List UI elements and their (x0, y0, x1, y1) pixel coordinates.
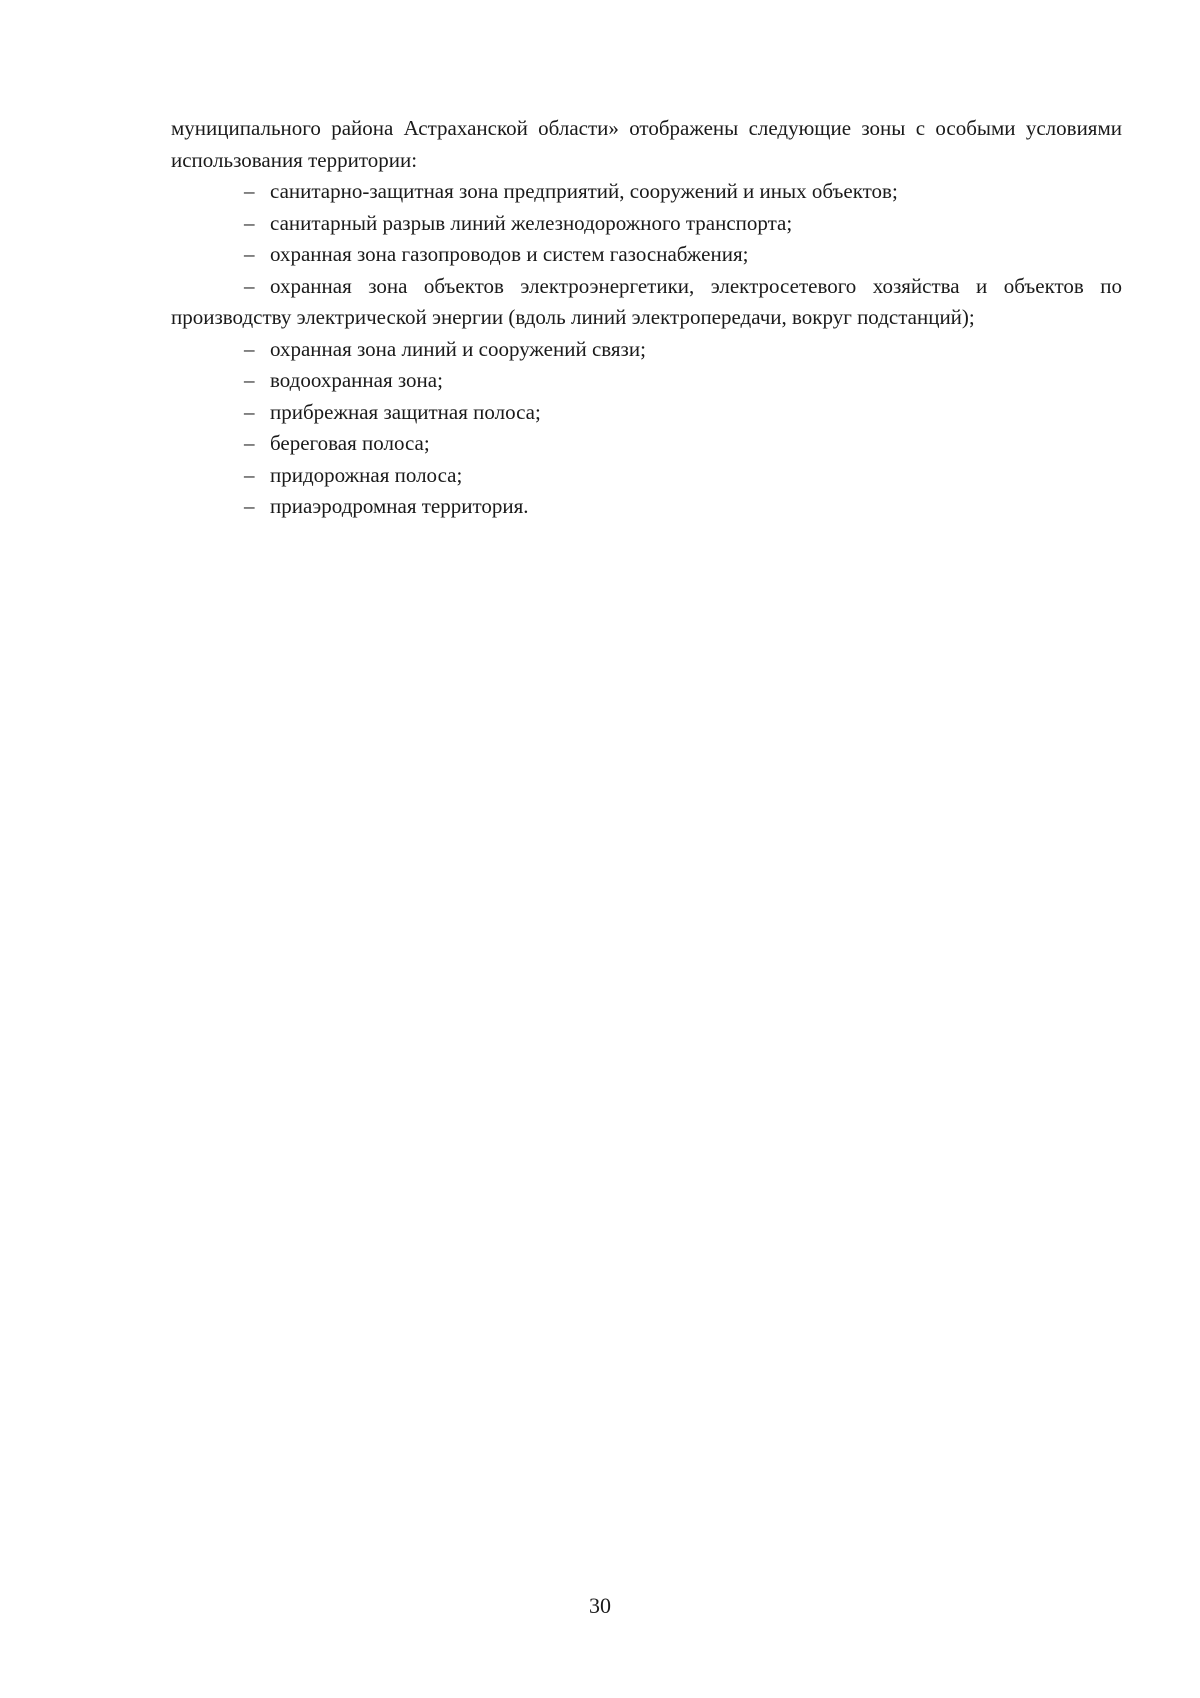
list-item (171, 208, 1122, 240)
list-dash: – (244, 273, 255, 298)
list-item (171, 239, 1122, 271)
list-dash: – (244, 179, 255, 203)
list-item (171, 460, 1122, 492)
list-item-text: придорожная полоса; (270, 462, 463, 487)
list-item-text: охранная зона линий и сооружений связи; (270, 336, 646, 361)
list-item-text: приаэродромная территория. (270, 494, 529, 518)
list-item-text: береговая полоса; (270, 431, 430, 455)
list-item (171, 176, 1122, 208)
list-dash: – (244, 368, 255, 392)
list-item (171, 397, 1122, 429)
list-item-text: водоохранная зона; (270, 368, 443, 392)
list-dash: – (244, 210, 255, 235)
intro-paragraph: муниципального района Астраханской области» отображены следующие зоны с особыми условиями использования территории: (171, 116, 1122, 172)
list-dash: – (244, 336, 255, 361)
list-item-text: санитарно-защитная зона предприятий, сооружений и иных объектов; (270, 179, 898, 203)
list-item-text: охранная зона газопроводов и систем газоснабжения; (270, 242, 749, 266)
list-item (171, 428, 1122, 460)
list-dash: – (244, 462, 255, 487)
list-item (171, 365, 1122, 397)
list-item (171, 334, 1122, 366)
list-item (171, 491, 1122, 523)
list-dash: – (244, 431, 255, 455)
list-dash: – (244, 242, 255, 266)
page-number: 30 (589, 1593, 611, 1618)
document-body (171, 113, 1122, 523)
list-dash: – (244, 399, 255, 424)
list-item-text: санитарный разрыв линий железнодорожного транспорта; (270, 210, 793, 235)
list-item-text: прибрежная защитная полоса; (270, 399, 541, 424)
list-item-text: охранная зона объектов электроэнергетики, электросетевого хозяйства и объектов по производству электрической энергии (вдоль линий электропередачи, вокруг подстанций); (171, 273, 1122, 329)
list-item (171, 271, 1122, 334)
list-dash: – (244, 494, 255, 518)
